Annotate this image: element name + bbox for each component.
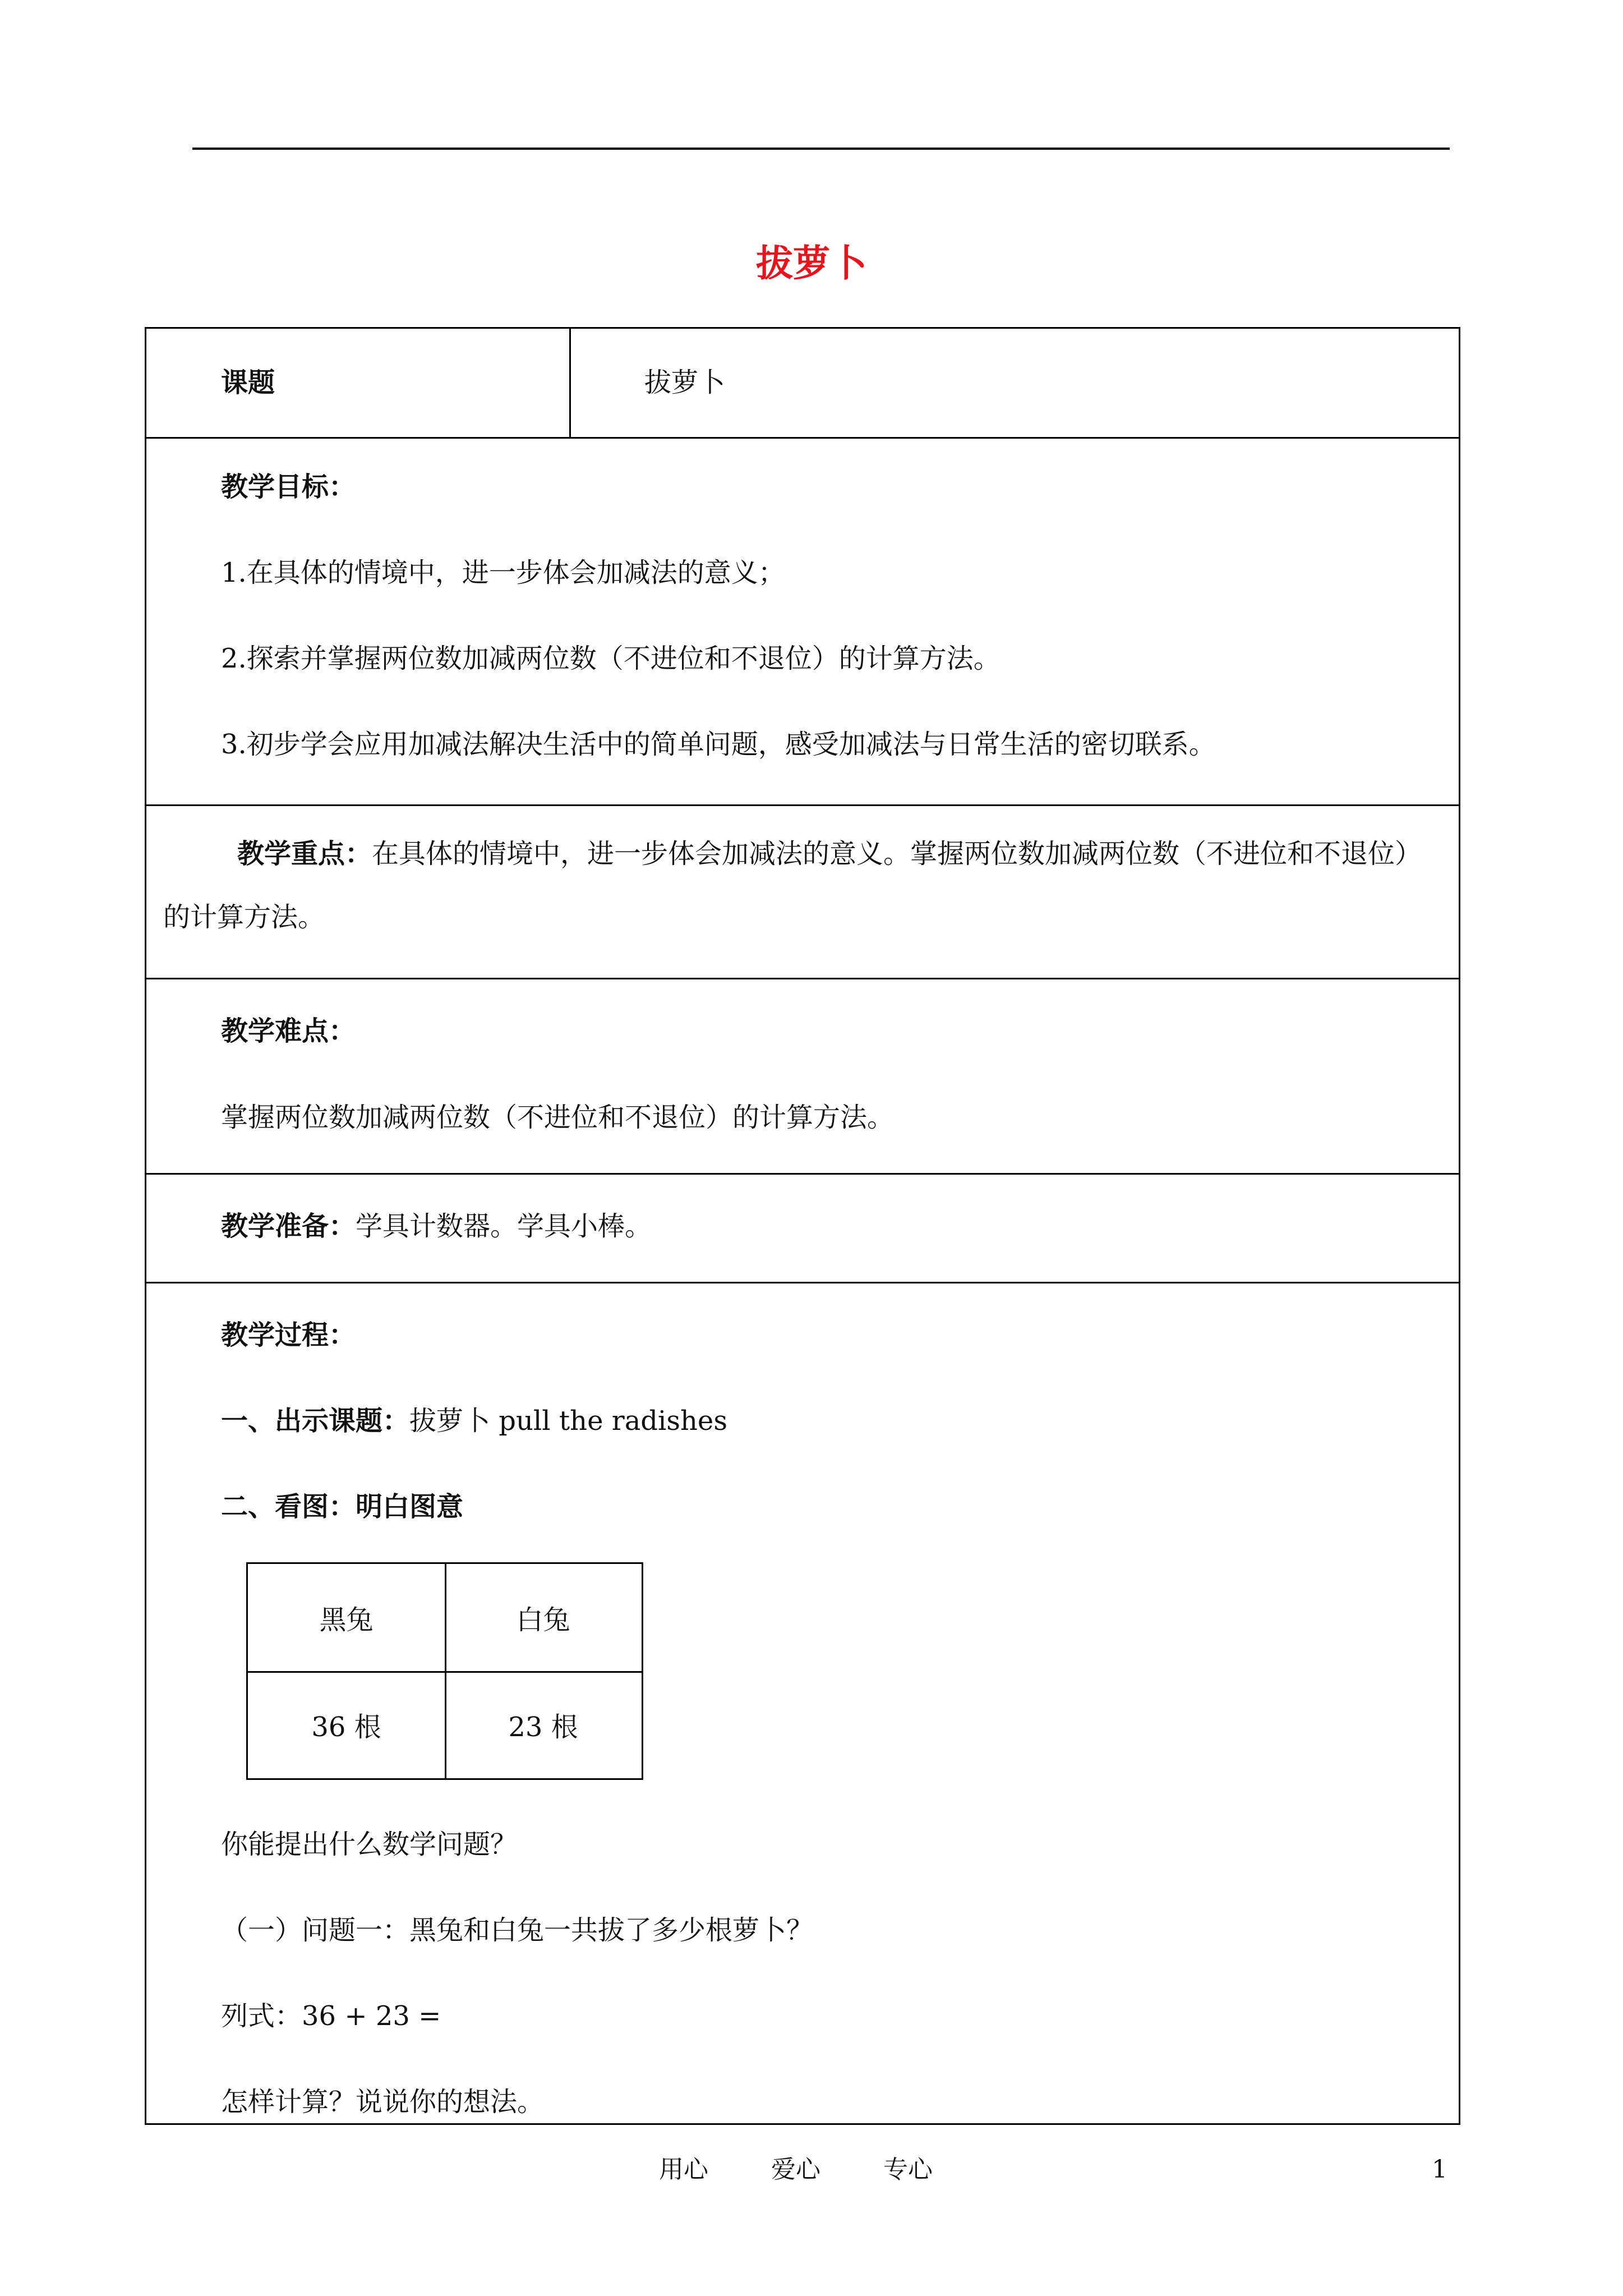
topic-label: 课题 (221, 367, 275, 398)
rabbit-data-table (246, 1562, 643, 1780)
lesson-plan-table (145, 327, 1460, 2125)
value-white-rabbit: 23 根 (508, 1711, 578, 1743)
step1-label: 一、出示课题： (221, 1405, 410, 1437)
process-label: 教学过程： (221, 1319, 356, 1351)
footer-motto-1: 用心 (659, 2155, 708, 2184)
question-prompt: 你能提出什么数学问题？ (221, 1829, 518, 1860)
equation: 列式：36 + 23 = (221, 2000, 441, 2032)
key-points-label: 教学重点： (237, 838, 372, 869)
key-points (163, 822, 1447, 949)
preparation-text: 学具计数器。学具小棒。 (356, 1211, 652, 1242)
row-divider (146, 1173, 1459, 1175)
row-divider (146, 978, 1459, 979)
difficulties-label: 教学难点： (221, 1015, 356, 1047)
process-step-2: 二、看图：明白图意 (221, 1491, 464, 1522)
preparation-label: 教学准备： (221, 1211, 356, 1242)
footer-motto-2: 爱心 (771, 2155, 820, 2184)
process-step-1 (221, 1403, 727, 1439)
question-1: （一）问题一：黑兔和白兔一共拔了多少根萝卜？ (221, 1915, 814, 1946)
key-points-text: 在具体的情境中，进一步体会加减法的意义。掌握两位数加减两位数（不进位和不退位）的计算方法。 (163, 838, 1422, 933)
preparation (221, 1208, 652, 1244)
objective-item: 1.在具体的情境中，进一步体会加减法的意义； (221, 557, 785, 588)
step1-text: 拔萝卜 pull the radishes (409, 1405, 727, 1437)
row-divider (146, 804, 1459, 806)
objective-item: 3.初步学会应用加减法解决生活中的简单问题，感受加减法与日常生活的密切联系。 (221, 729, 1216, 760)
header-white-rabbit: 白兔 (516, 1604, 570, 1636)
how-to-calculate: 怎样计算？说说你的想法。 (221, 2086, 545, 2118)
value-black-rabbit: 36 根 (311, 1711, 381, 1743)
column-divider (569, 329, 571, 437)
objective-item: 2.探索并掌握两位数加减两位数（不进位和不退位）的计算方法。 (221, 643, 1000, 674)
page-title: 拔萝卜 (756, 242, 867, 285)
header-black-rabbit: 黑兔 (319, 1604, 374, 1636)
objectives-label: 教学目标： (221, 471, 356, 503)
difficulties-text: 掌握两位数加减两位数（不进位和不退位）的计算方法。 (221, 1102, 895, 1133)
row-divider (146, 437, 1459, 439)
row-divider (146, 1282, 1459, 1283)
topic-value: 拔萝卜 (644, 367, 726, 398)
footer-motto-3: 专心 (883, 2155, 933, 2184)
page-number: 1 (1432, 2155, 1447, 2184)
header-rule (192, 148, 1450, 150)
